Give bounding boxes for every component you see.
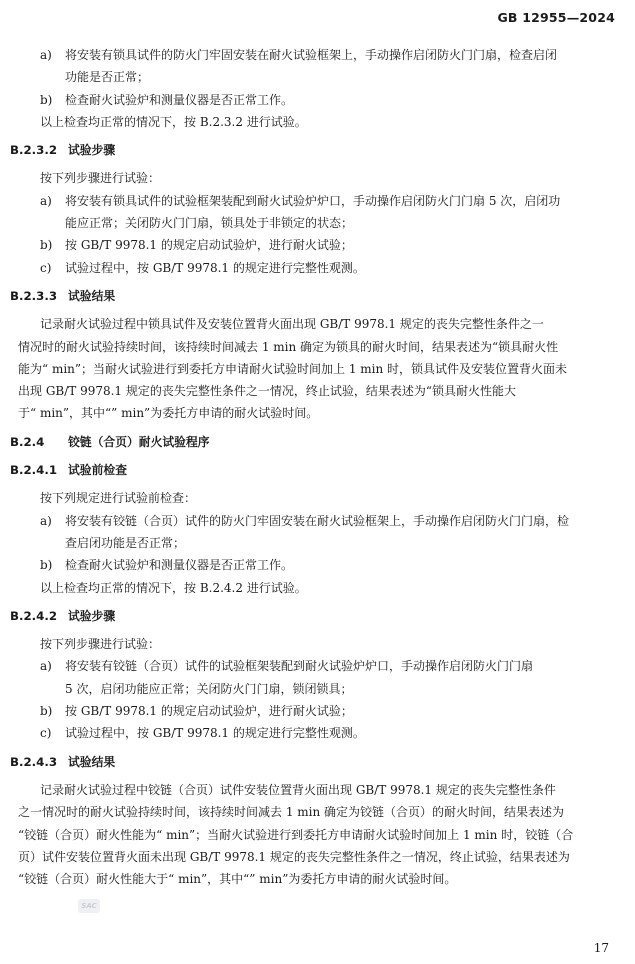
list-item-continuation: 查启闭功能是否正常； [65,535,186,550]
paragraph: 以上检查均正常的情况下，按 B.2.4.2 进行试验。 [40,580,307,595]
list-item: a) 将安装有铰链（合页）试件的防火门牢固安装在耐火试验框架上，手动操作启闭防火门门扇，检 [40,513,570,528]
result-paragraph: 记录耐火试验过程中铰链（合页）试件安装位置背火面出现 GB/T 9978.1 规定的丧失完整性条件 之一情况时的耐火试验持续时间，该持续时间减去 1 min 确定为铰链（合页）的耐火时间，结果表述为 “铰链（合页）耐火性能为“ min”；当耐火试验进行到委托方申请耐火试验时间加上 1 min 时，铰链（合 页）试件安装位置背火面未出现 GB/T 9978.1 规定的丧失完整性条件之一情况，终止试验，结果表述为 “铰链（合页）耐火性能大于“ min”，其中“” min”为委托方申请的耐火试验时间。 [18,782,574,887]
list-item-continuation: 5 次，启闭功能应正常；关闭防火门门扇，锁闭锁具； [65,681,353,696]
section-heading: B.2.4 铰链（合页）耐火试验程序 [10,434,210,449]
paragraph: 按下列步骤进行试验： [40,171,161,186]
page-content [10,44,627,890]
list-item: c) 试验过程中，按 GB/T 9978.1 的规定进行完整性观测。 [40,726,365,741]
section-heading: B.2.4.2 试验步骤 [10,608,116,623]
list-item: a) 将安装有锁具试件的试验框架装配到耐火试验炉炉口，手动操作启闭防火门门扇 5 次，启闭功 [40,193,561,208]
list-item: a) 将安装有锁具试件的防火门牢固安装在耐火试验框架上，手动操作启闭防火门门扇，检查启闭 [40,48,558,62]
section-heading: B.2.4.3 试验结果 [10,754,116,769]
paragraph: 以上检查均正常的情况下，按 B.2.3.2 进行试验。 [40,114,307,129]
paragraph: 按下列规定进行试验前检查： [40,491,197,506]
section-heading: B.2.4.1 试验前检查 [10,463,127,478]
list-item-continuation: 功能是否正常； [65,70,150,85]
list-item: b) 按 GB/T 9978.1 的规定启动试验炉，进行耐火试验； [40,238,353,253]
list-item: a) 将安装有铰链（合页）试件的试验框架装配到耐火试验炉炉口，手动操作启闭防火门门扇 [40,659,534,674]
section-heading: B.2.3.3 试验结果 [10,288,116,303]
list-item: c) 试验过程中，按 GB/T 9978.1 的规定进行完整性观测。 [40,260,365,275]
page-number: 17 [593,941,609,955]
paragraph: 按下列步骤进行试验： [40,637,161,652]
list-item: b) 检查耐火试验炉和测量仪器是否正常工作。 [40,558,294,573]
list-item: b) 按 GB/T 9978.1 的规定启动试验炉，进行耐火试验； [40,704,353,719]
list-item: b) 检查耐火试验炉和测量仪器是否正常工作。 [40,92,294,107]
sac-watermark-logo: SAC [78,899,100,913]
list-item-continuation: 能应正常；关闭防火门门扇，锁具处于非锁定的状态； [65,216,354,231]
section-heading: B.2.3.2 试验步骤 [10,143,116,158]
result-paragraph: 记录耐火试验过程中锁具试件及安装位置背火面出现 GB/T 9978.1 规定的丧失完整性条件之一 情况时的耐火试验持续时间，该持续时间减去 1 min 确定为锁具的耐火时间，结果表述为“锁具耐火性 能为“ min”；当耐火试验进行到委托方申请耐火试验时间加上 1 min 时，锁具试件及安装位置背火面未 出现 GB/T 9978.1 规定的丧失完整性条件之一情况，终止试验，结果表述为“锁具耐火性能大 于“ min”，其中“” min”为委托方申请的耐火试验时间。 [18,317,568,421]
standard-number: GB 12955—2024 [497,10,615,25]
